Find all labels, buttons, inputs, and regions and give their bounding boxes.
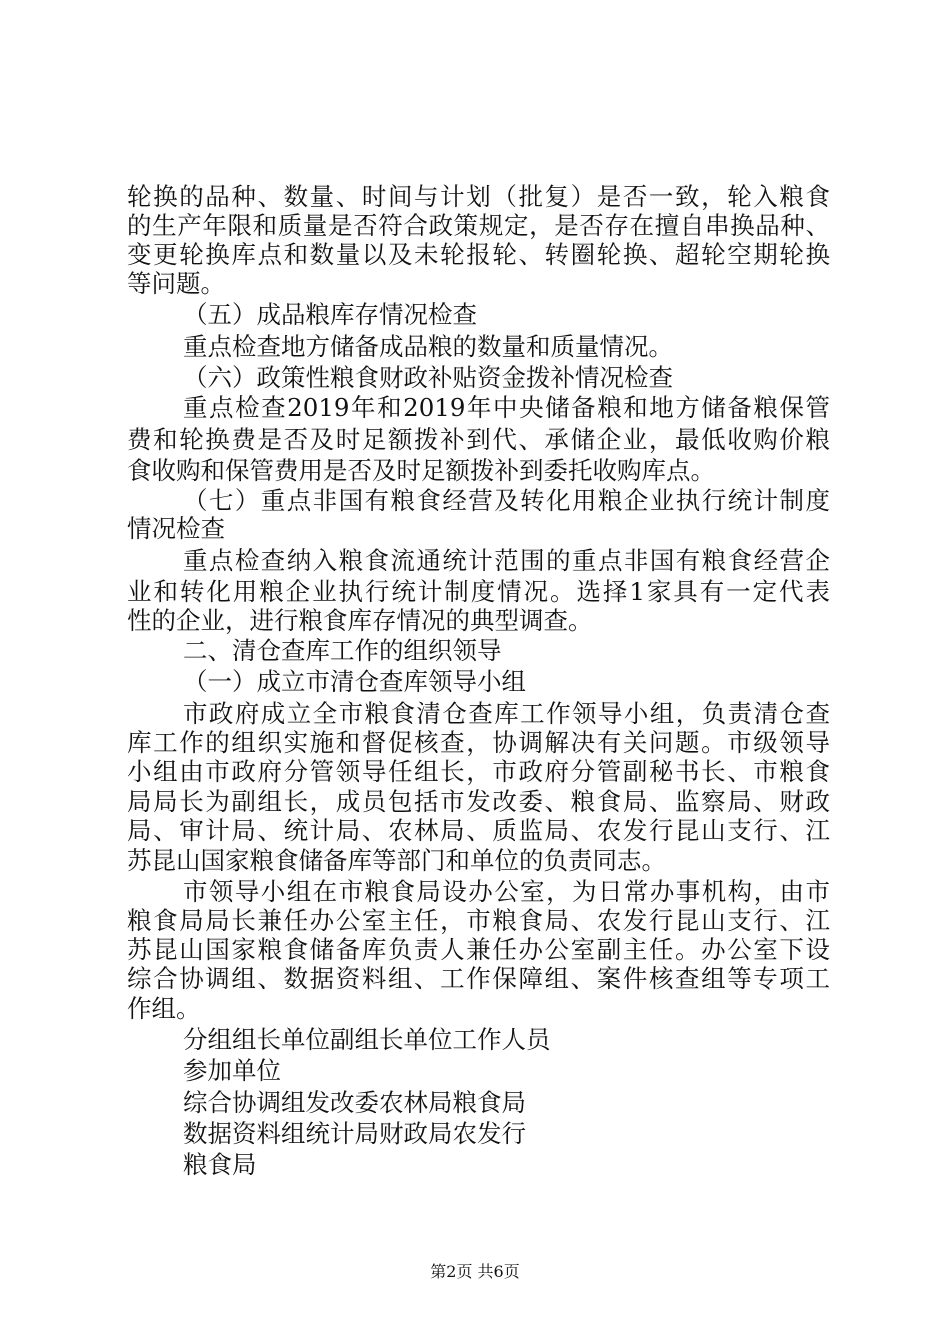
body-text-line: 的生产年限和质量是否符合政策规定，是否存在擅自串换品种、 [127, 211, 830, 240]
section-heading: 二、清仓查库工作的组织领导 [183, 636, 502, 665]
section-heading: （六）政策性粮食财政补贴资金拨补情况检查 [183, 363, 673, 392]
body-text-line: 苏昆山国家粮食储备库等部门和单位的负责同志。 [127, 846, 666, 875]
body-text-line: 性的企业，进行粮食库存情况的典型调查。 [127, 606, 593, 635]
page-number-footer: 第2页 共6页 [430, 1262, 520, 1281]
section-heading: （一）成立市清仓查库领导小组 [183, 667, 526, 696]
body-text-line: 综合协调组、数据资料组、工作保障组、案件核查组等专项工 [127, 964, 830, 993]
body-text-line: 作组。 [127, 994, 201, 1023]
body-text-line: 食收购和保管费用是否及时足额拨补到委托收购库点。 [127, 456, 715, 485]
section-heading: （七）重点非国有粮食经营及转化用粮企业执行统计制度 [183, 486, 830, 515]
body-text-line: 轮换的品种、数量、时间与计划（批复）是否一致，轮入粮食 [127, 182, 830, 211]
body-text-line: 市政府成立全市粮食清仓查库工作领导小组，负责清仓查 [183, 699, 830, 728]
body-text-line: 苏昆山国家粮食储备库负责人兼任办公室副主任。办公室下设 [127, 935, 830, 964]
body-text-line: 库工作的组织实施和督促核查，协调解决有关问题。市级领导 [127, 728, 830, 757]
body-text-line: 市领导小组在市粮食局设办公室，为日常办事机构，由市 [183, 877, 830, 906]
body-text-line: 数据资料组统计局财政局农发行 [183, 1119, 526, 1148]
body-text-line: 重点检查2019年和2019年中央储备粮和地方储备粮保管 [183, 393, 830, 422]
section-heading: （五）成品粮库存情况检查 [183, 300, 477, 329]
body-text-line: 参加单位 [183, 1056, 281, 1085]
body-text-line: 局、审计局、统计局、农林局、质监局、农发行昆山支行、江 [127, 816, 830, 845]
body-text-line: 等问题。 [127, 269, 225, 298]
body-text-line: 业和转化用粮企业执行统计制度情况。选择1家具有一定代表 [127, 577, 830, 606]
body-text-line: 粮食局局长兼任办公室主任，市粮食局、农发行昆山支行、江 [127, 906, 830, 935]
body-text-line: 重点检查地方储备成品粮的数量和质量情况。 [183, 332, 673, 361]
body-text-line: 分组组长单位副组长单位工作人员 [183, 1025, 551, 1054]
body-text-line: 局局长为副组长，成员包括市发改委、粮食局、监察局、财政 [127, 787, 830, 816]
body-text-line: 费和轮换费是否及时足额拨补到代、承储企业，最低收购价粮 [127, 425, 830, 454]
body-text-line: 综合协调组发改委农林局粮食局 [183, 1088, 526, 1117]
body-text-line: 变更轮换库点和数量以及未轮报轮、转圈轮换、超轮空期轮换 [127, 240, 830, 269]
body-text-line: 小组由市政府分管领导任组长，市政府分管副秘书长、市粮食 [127, 757, 830, 786]
section-heading: 情况检查 [127, 514, 225, 543]
body-text-line: 粮食局 [183, 1150, 257, 1179]
body-text-line: 重点检查纳入粮食流通统计范围的重点非国有粮食经营企 [183, 546, 830, 575]
